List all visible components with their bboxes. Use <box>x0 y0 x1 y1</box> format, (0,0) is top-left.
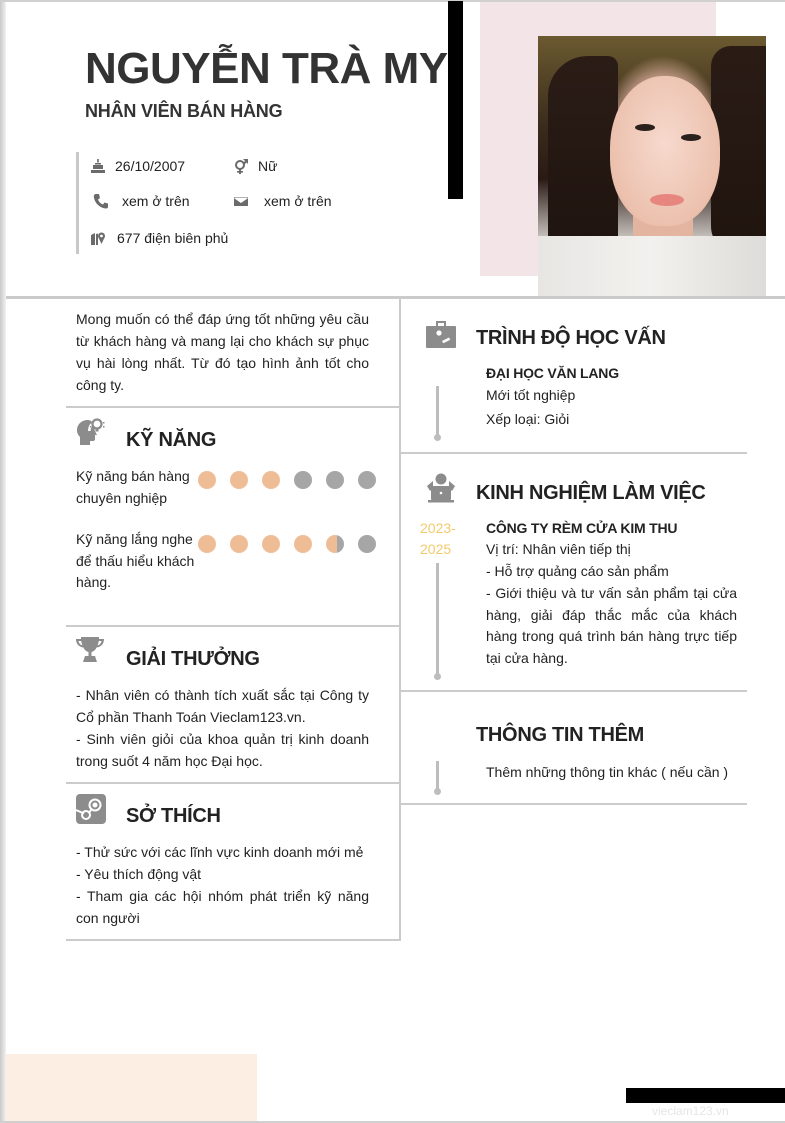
award-item: - Nhân viên có thành tích xuất sắc tại Công ty Cổ phần Thanh Toán Vieclam123.vn. <box>76 687 369 725</box>
section-divider <box>401 803 747 805</box>
timeline-dot <box>434 434 441 441</box>
rating-dot <box>230 471 248 489</box>
year-start: 2023- <box>420 520 456 536</box>
hobby-item: - Yêu thích động vật <box>76 866 202 882</box>
skills-title: KỸ NĂNG <box>126 429 217 451</box>
gender-icon <box>233 158 249 174</box>
rating-dot <box>262 471 280 489</box>
additional-title: THÔNG TIN THÊM <box>476 724 645 746</box>
skill-rating <box>198 535 390 553</box>
hobby-item: - Tham gia các hội nhóm phát triển kỹ năng con người <box>76 888 369 926</box>
envelope-icon <box>233 193 249 209</box>
column-divider <box>399 299 401 941</box>
trophy-icon <box>74 634 106 666</box>
position: Vị trí: Nhân viên tiếp thị <box>486 541 631 557</box>
section-divider <box>401 452 747 454</box>
education-status: Mới tốt nghiệp <box>486 387 576 403</box>
awards-title: GIẢI THƯỞNG <box>126 648 260 670</box>
duty-item: - Giới thiệu và tư vấn sản phẩm tại cửa hàng, giải đáp thắc mắc của khách hàng trong quá trình bán hàng trực tiếp tại cửa hàng. <box>486 585 737 666</box>
rating-dot <box>358 535 376 553</box>
rating-dot <box>262 535 280 553</box>
timeline-line <box>436 761 439 791</box>
objective-text: Mong muốn có thể đáp ứng tốt những yêu cầu từ khách hàng và mang lại cho khách sự phục vụ hài lòng nhất. Từ đó tạo hình ảnh tốt cho công ty. <box>76 311 369 393</box>
page-edge <box>0 0 6 1123</box>
phone-item <box>93 193 190 209</box>
hobby-item: - Thử sức với các lĩnh vực kinh doanh mới mẻ <box>76 844 364 860</box>
hobbies-list <box>76 841 369 929</box>
decorative-black-bar <box>448 1 463 199</box>
year-end: 2025 <box>420 541 452 557</box>
additional-text: Thêm những thông tin khác ( nếu cần ) <box>486 764 729 780</box>
job-title: NHÂN VIÊN BÁN HÀNG <box>85 101 283 121</box>
timeline-line <box>436 563 439 675</box>
education-title: TRÌNH ĐỘ HỌC VẤN <box>476 327 666 349</box>
company-name: CÔNG TY RÈM CỬA KIM THU <box>486 520 678 536</box>
phone-icon <box>93 193 109 209</box>
candidate-name: NGUYỄN TRÀ MY <box>85 44 448 93</box>
rating-dot <box>326 471 344 489</box>
watermark: vieclam123.vn <box>652 1104 729 1118</box>
award-item: - Sinh viên giỏi của khoa quản trị kinh doanh trong suốt 4 năm học Đại học. <box>76 731 369 769</box>
skill-label: Kỹ năng lắng nghe để thấu hiểu khách hàng. <box>76 531 195 590</box>
gender-value: Nữ <box>258 158 278 174</box>
header-divider <box>6 296 785 299</box>
experience-title: KINH NGHIỆM LÀM VIỆC <box>476 482 706 504</box>
timeline-dot <box>434 788 441 795</box>
skill-rating <box>198 471 390 489</box>
rating-dot <box>198 535 216 553</box>
rating-dot <box>326 535 344 553</box>
section-divider <box>66 939 400 941</box>
rating-dot <box>294 535 312 553</box>
section-divider <box>66 406 400 408</box>
decorative-black-bar-bottom <box>626 1088 785 1103</box>
section-divider <box>66 782 400 784</box>
contact-info <box>76 152 376 254</box>
gender-item <box>233 158 277 174</box>
address-value: 677 điện biên phủ <box>117 230 229 246</box>
duty-item: - Hỗ trợ quảng cáo sản phẩm <box>486 563 669 579</box>
skill-label: Kỹ năng bán hàng chuyên nghiệp <box>76 468 190 506</box>
rating-dot <box>230 535 248 553</box>
rating-dot <box>294 471 312 489</box>
birthday-cake-icon <box>90 158 106 174</box>
phone-value: xem ở trên <box>122 193 190 209</box>
address-item <box>90 230 228 246</box>
user-laptop-icon <box>424 473 458 503</box>
steam-icon <box>76 794 106 824</box>
briefcase-icon <box>425 318 457 350</box>
timeline-dot <box>434 673 441 680</box>
birthday-value: 26/10/2007 <box>115 158 186 174</box>
section-divider <box>66 625 400 627</box>
awards-list <box>76 684 369 772</box>
hobbies-title: SỞ THÍCH <box>126 805 221 827</box>
section-divider <box>401 690 747 692</box>
decorative-peach-block <box>6 1054 257 1121</box>
head-lightbulb-icon <box>74 416 106 448</box>
timeline-line <box>436 386 439 436</box>
map-marker-icon <box>90 230 106 246</box>
education-grade: Xếp loại: Giỏi <box>486 411 570 427</box>
email-value: xem ở trên <box>264 193 332 209</box>
birthday-item <box>90 158 185 174</box>
rating-dot <box>198 471 216 489</box>
school-name: ĐẠI HỌC VĂN LANG <box>486 365 619 381</box>
rating-dot <box>358 471 376 489</box>
profile-photo <box>538 36 766 296</box>
email-item <box>233 193 332 209</box>
